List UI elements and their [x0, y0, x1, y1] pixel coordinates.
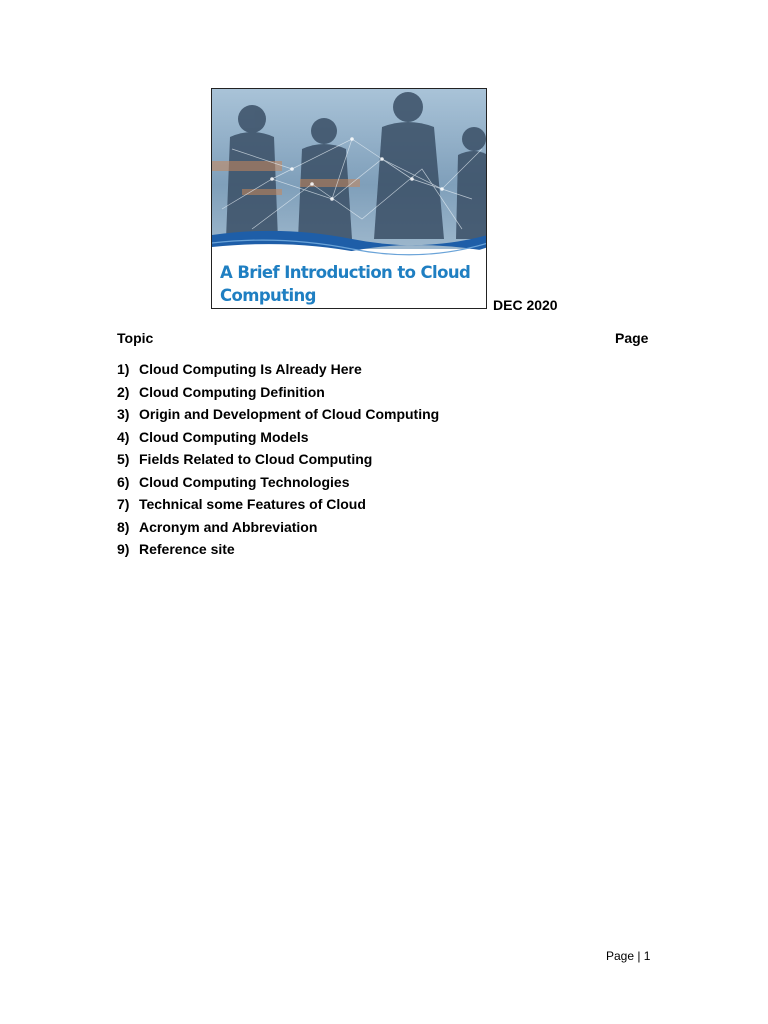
- toc-item-label: Cloud Computing Technologies: [139, 473, 350, 490]
- toc-item-number: 4): [117, 428, 130, 445]
- toc-item: [117, 406, 439, 429]
- toc-item: [117, 541, 439, 564]
- toc-item-number: 2): [117, 383, 130, 400]
- cover-title: A Brief Introduction to Cloud Computing: [220, 263, 471, 305]
- toc-item: [117, 496, 439, 519]
- cover-image: [211, 88, 487, 309]
- toc-item: [117, 474, 439, 497]
- toc-item-label: Reference site: [139, 541, 235, 557]
- toc-item-label: Fields Related to Cloud Computing: [139, 451, 373, 467]
- toc-item: [117, 361, 439, 384]
- toc-item-label: Technical some Features of Cloud: [139, 496, 366, 512]
- page-header: Page: [615, 330, 649, 346]
- topic-header: Topic: [117, 330, 154, 346]
- toc-item-number: 7): [117, 496, 130, 512]
- toc-item: [117, 384, 439, 407]
- toc-item-label: Origin and Development of Cloud Computing: [139, 406, 440, 422]
- page-number-footer: Page | 1: [606, 949, 651, 963]
- toc-item-number: 6): [117, 473, 130, 490]
- toc-item-number: 9): [117, 541, 130, 557]
- toc-item-number: 1): [117, 361, 130, 377]
- table-of-contents: [117, 361, 439, 564]
- toc-item-number: 8): [117, 518, 130, 535]
- toc-item: [117, 451, 439, 474]
- toc-item: [117, 429, 439, 452]
- toc-item-number: 3): [117, 406, 130, 422]
- toc-item: [117, 519, 439, 542]
- toc-item-label: Acronym and Abbreviation: [139, 518, 318, 535]
- toc-item-label: Cloud Computing Is Already Here: [139, 361, 362, 377]
- document-date: DEC 2020: [493, 297, 558, 313]
- toc-item-number: 5): [117, 451, 130, 467]
- toc-item-label: Cloud Computing Definition: [139, 383, 325, 400]
- toc-item-label: Cloud Computing Models: [139, 428, 309, 445]
